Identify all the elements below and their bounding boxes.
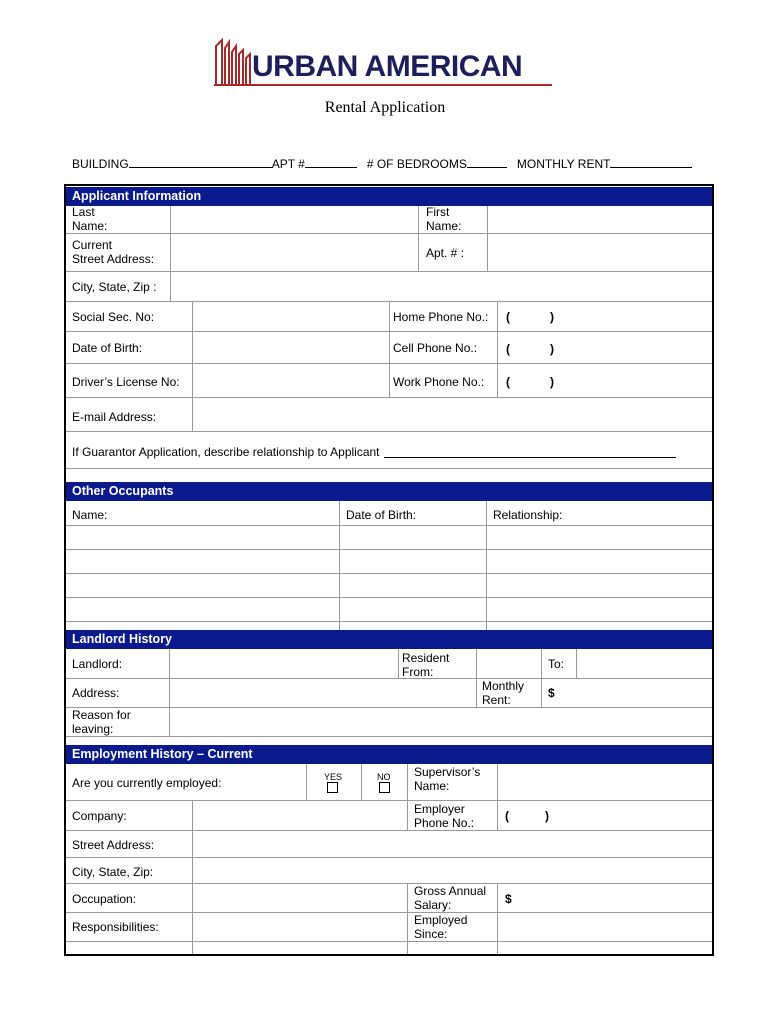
occupation-input[interactable] [193,884,407,912]
apt-label: APT # [271,157,305,171]
salary-dollar: $ [505,892,512,906]
cell-phone-input[interactable] [498,332,711,363]
guarantor-relationship-field[interactable] [384,457,676,458]
occupant-1-name-input[interactable] [66,526,339,549]
applicant-info-header: Applicant Information [66,187,712,206]
supervisor-name-input[interactable] [498,765,712,800]
home-phone-input[interactable] [498,302,711,331]
email-label: E-mail Address: [72,410,157,424]
employer-phone-input[interactable] [498,801,712,830]
apt-number-label: Apt. # : [426,246,465,260]
email-input[interactable] [193,398,711,431]
home-phone-paren-close: ) [550,310,554,324]
landlord-address-label: Address: [72,686,120,700]
city-state-zip-label: City, State, Zip : [72,280,157,294]
last-name-input[interactable] [171,206,417,233]
other-occupants-header: Other Occupants [66,482,712,501]
guarantor-label: If Guarantor Application, describe relationship to Applicant [72,445,380,459]
work-phone-label: Work Phone No.: [393,375,485,389]
occupant-1-relationship-input[interactable] [487,526,712,549]
yes-label: YES [324,772,343,782]
employer-phone-paren-close: ) [545,809,549,823]
city-state-zip-input[interactable] [171,272,711,301]
occupant-3-name-input[interactable] [66,574,339,597]
landlord-history-header: Landlord History [66,630,712,649]
page-title: Rental Application [324,99,446,116]
employed-yes-checkbox[interactable] [327,782,338,793]
employer-city-label: City, State, Zip: [72,865,154,879]
occupant-name-header: Name: [72,508,108,522]
bedrooms-field[interactable] [467,155,507,168]
first-name-label: First Name: [426,205,462,233]
occupant-relationship-header: Relationship: [493,508,563,522]
resident-from-input[interactable] [477,650,541,678]
company-label: Company: [72,809,127,823]
gross-salary-label: Gross Annual Salary: [414,884,487,912]
currently-employed-label: Are you currently employed: [72,776,222,790]
building-field[interactable] [129,155,272,168]
employer-phone-paren-open: ( [505,809,509,823]
employed-no-checkbox[interactable] [379,782,390,793]
cell-phone-paren-close: ) [550,342,554,356]
supervisor-name-label: Supervisor’s Name: [414,765,481,793]
bedrooms-label: # OF BEDROOMS [366,157,467,171]
occupant-2-relationship-input[interactable] [487,550,712,573]
home-phone-paren-open: ( [506,310,510,324]
employed-since-input[interactable] [498,913,712,941]
occupant-2-dob-input[interactable] [340,550,486,573]
apt-field[interactable] [305,155,357,168]
occupant-4-dob-input[interactable] [340,598,486,621]
occupant-dob-header: Date of Birth: [346,508,417,522]
employed-since-label: Employed Since: [414,913,468,941]
occupant-4-relationship-input[interactable] [487,598,712,621]
occupant-1-dob-input[interactable] [340,526,486,549]
work-phone-paren-open: ( [506,375,510,389]
occupant-3-relationship-input[interactable] [487,574,712,597]
monthly-rent-label-landlord: Monthly Rent: [482,679,525,707]
monthly-rent-dollar: $ [548,686,555,700]
cell-phone-label: Cell Phone No.: [393,341,478,355]
responsibilities-input[interactable] [193,913,407,941]
landlord-address-input[interactable] [170,679,476,707]
dob-label: Date of Birth: [72,341,143,355]
work-phone-input[interactable] [498,364,711,397]
logo-brand-text: URBAN AMERICAN [252,50,523,83]
occupant-3-dob-input[interactable] [340,574,486,597]
employer-city-input[interactable] [193,858,712,883]
occupant-2-name-input[interactable] [66,550,339,573]
drivers-license-input[interactable] [193,364,388,397]
occupation-label: Occupation: [72,892,137,906]
company-input[interactable] [193,801,407,830]
employer-street-label: Street Address: [72,838,155,852]
drivers-license-label: Driver’s License No: [72,375,180,389]
top-info-line [72,155,692,171]
monthly-rent-label: MONTHLY RENT [516,157,611,171]
resident-to-input[interactable] [577,650,712,678]
dob-input[interactable] [193,332,388,363]
reason-for-leaving-label: Reason for leaving: [72,708,131,736]
building-label: BUILDING [72,157,129,171]
resident-from-label: Resident From: [402,651,450,679]
responsibilities-label: Responsibilities: [72,920,159,934]
landlord-monthly-rent-input[interactable] [542,679,712,707]
monthly-rent-field[interactable] [610,155,692,168]
home-phone-label: Home Phone No.: [393,310,489,324]
ssn-label: Social Sec. No: [72,310,155,324]
reason-for-leaving-input[interactable] [170,708,712,736]
first-name-input[interactable] [488,206,712,233]
to-label: To: [548,657,565,671]
employer-street-input[interactable] [193,831,712,857]
landlord-label: Landlord: [72,657,123,671]
employment-history-header: Employment History – Current [66,745,712,764]
landlord-input[interactable] [170,650,398,678]
work-phone-paren-close: ) [550,375,554,389]
gross-salary-input[interactable] [498,884,712,912]
current-address-label: Current Street Address: [72,238,155,266]
apt-number-input[interactable] [488,234,712,271]
ssn-input[interactable] [193,302,388,331]
occupant-4-name-input[interactable] [66,598,339,621]
current-address-input[interactable] [171,234,417,271]
last-name-label: Last Name: [72,205,108,233]
employer-phone-label: Employer Phone No.: [414,802,475,830]
cell-phone-paren-open: ( [506,342,510,356]
application-form [64,184,714,956]
no-label: NO [377,772,391,782]
